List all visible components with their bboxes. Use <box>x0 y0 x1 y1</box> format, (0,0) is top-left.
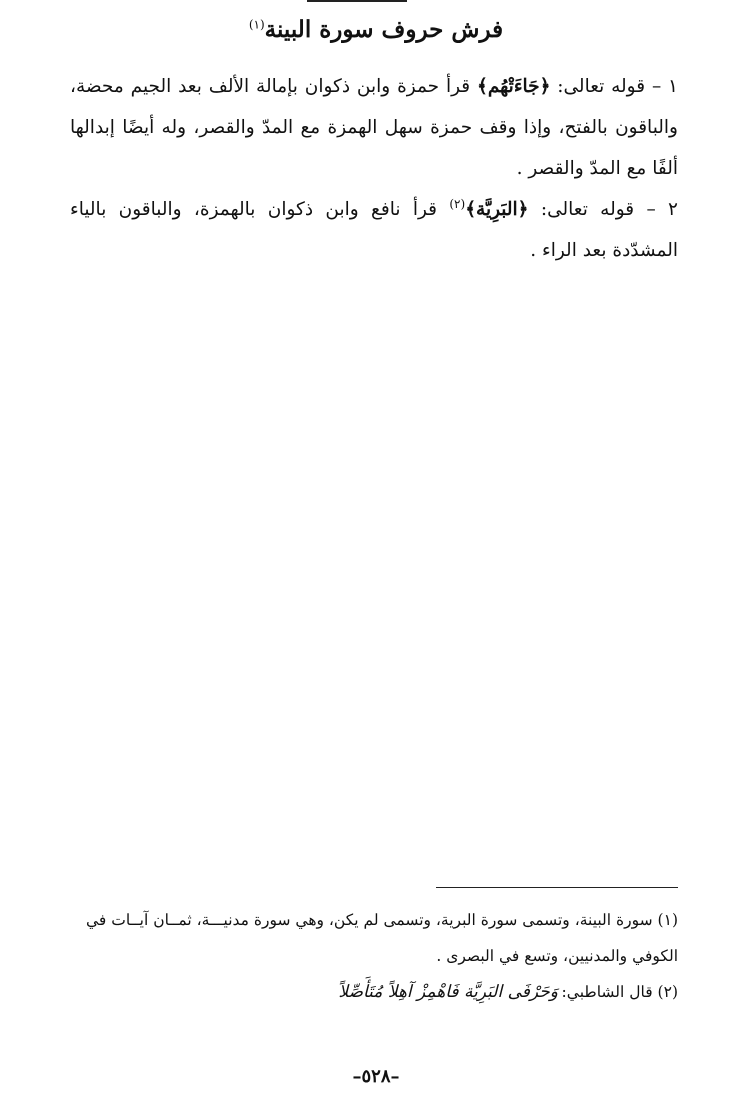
entry-2 <box>70 189 678 271</box>
footnote-separator <box>436 887 678 888</box>
page-title-text: فرش حروف سورة البينة <box>264 16 504 43</box>
footnote-1 <box>78 902 678 938</box>
entry-2-number: ٢ – <box>646 199 678 220</box>
footnote-2 <box>78 974 678 1010</box>
top-rule <box>307 0 407 2</box>
footnotes <box>78 902 678 1010</box>
entry-1 <box>70 66 678 189</box>
footnote-1-line2: الكوفي والمدنيين، وتسع في البصرى . <box>436 947 678 965</box>
body-text <box>70 66 678 271</box>
entry-1-quran-word: جَاءَتْهُم <box>487 76 540 97</box>
footnote-2-label <box>558 974 678 1010</box>
footnote-2-verse: وَحَرْفَى البَرِيَّة فَاهْمِزْ آهِلاً مُتَأَصِّلاً <box>338 982 558 1002</box>
entry-1-number: ١ – <box>651 76 678 97</box>
entry-1-lead: قوله تعالى: <box>557 76 646 97</box>
entry-1-bracket-close: ﴾ <box>476 76 488 97</box>
footnote-2-label-text: قال الشاطبي: <box>561 983 653 1001</box>
page-number: –٥٢٨– <box>352 1066 400 1087</box>
entry-2-bracket-close: ﴾ <box>465 199 477 220</box>
title-footnote-ref: (١) <box>248 17 265 32</box>
entry-1-text: قرأ حمزة وابن ذكوان بإمالة الألف بعد الجيم محضة، والباقون بالفتح، وإذا وقف حمزة سهل الهمزة مع المدّ والقصر، وله أيضًا إبدالها ألفًا مع المدّ والقصر . <box>70 76 678 179</box>
entry-2-bracket-open: ﴿ <box>517 199 529 220</box>
footnote-1-ref: (١) <box>657 911 678 929</box>
entry-2-footnote-ref: (٢) <box>449 196 466 211</box>
entry-1-bracket-open: ﴿ <box>539 76 551 97</box>
entry-2-quran-word: البَرِيَّة <box>476 199 518 220</box>
footnote-2-ref: (٢) <box>657 983 678 1001</box>
entry-2-text: قرأ نافع وابن ذكوان بالهمزة، والباقون بالياء المشدّدة بعد الراء . <box>70 199 678 261</box>
footnote-1-line1: سورة البينة، وتسمى سورة البرية، وتسمى لم يكن، وهي سورة مدنيـــة، ثمــان آيــات في <box>86 911 653 929</box>
page-title <box>0 12 752 48</box>
footnote-1-continuation <box>78 938 678 974</box>
entry-2-lead: قوله تعالى: <box>540 199 635 220</box>
